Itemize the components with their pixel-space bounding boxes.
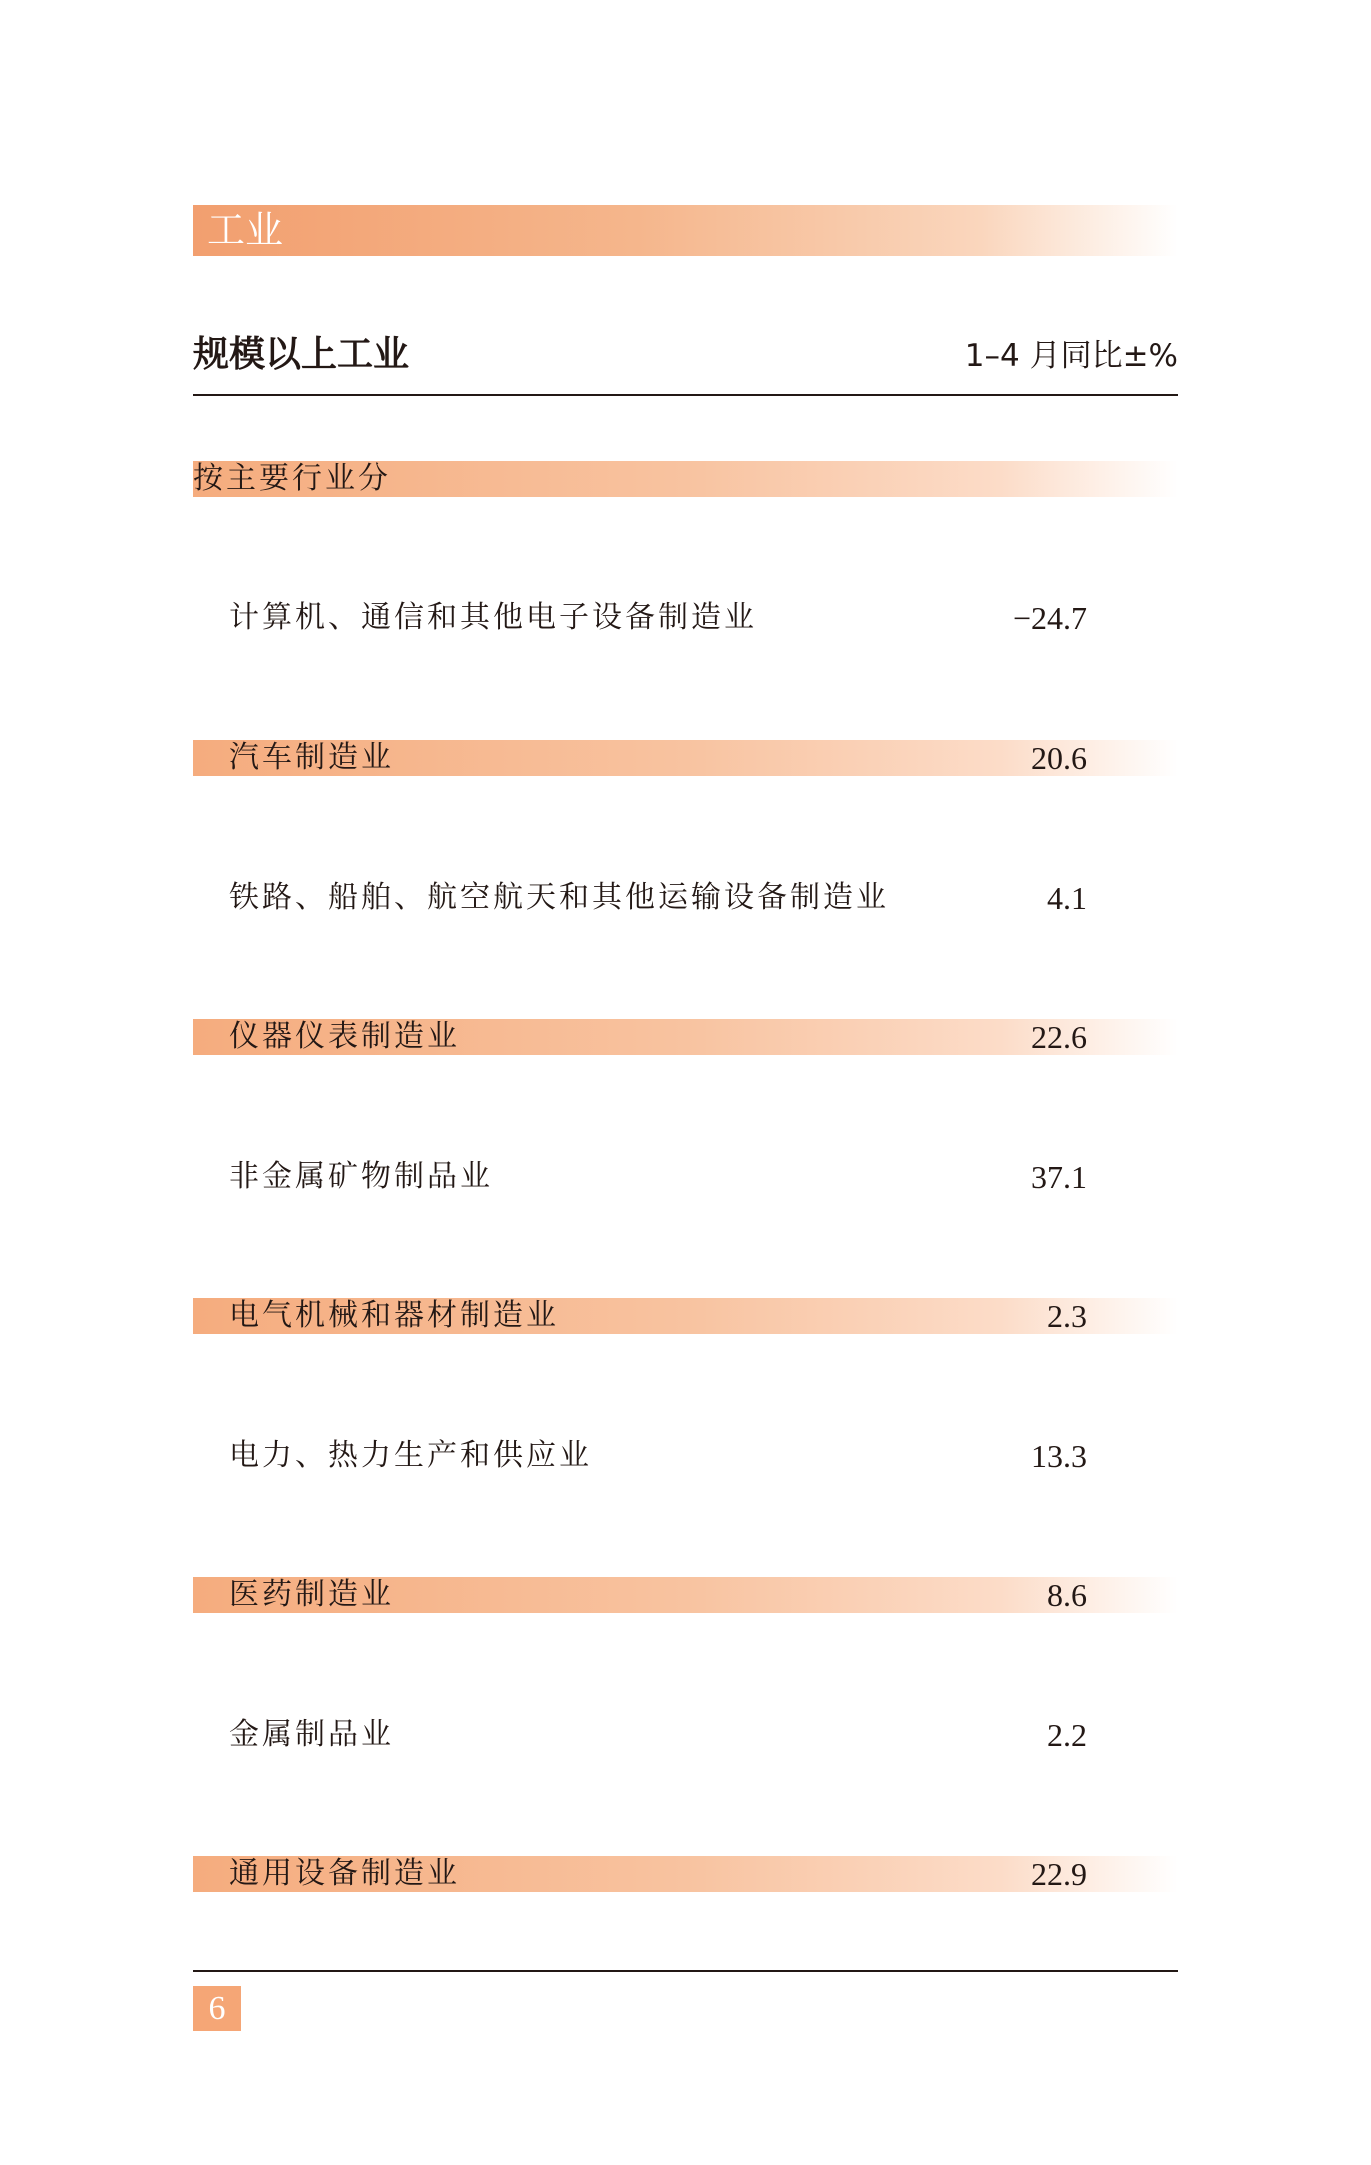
- growth-value: 37.1: [1031, 1159, 1087, 1195]
- industry-label: 仪器仪表制造业: [229, 1019, 460, 1054]
- table-row: [193, 1577, 1178, 1613]
- unit-label: 1–4 月同比±%: [964, 338, 1178, 374]
- growth-value: −24.7: [1012, 600, 1087, 636]
- group-label: 按主要行业分: [193, 461, 391, 496]
- industry-label: 汽车制造业: [229, 740, 394, 775]
- growth-value: 13.3: [1031, 1438, 1087, 1474]
- industry-label: 电气机械和器材制造业: [229, 1298, 559, 1333]
- growth-value: 2.2: [1047, 1717, 1087, 1753]
- table-row: [193, 600, 1178, 636]
- growth-value: 2.3: [1047, 1298, 1087, 1334]
- table-row: [193, 1298, 1178, 1334]
- industry-label: 电力、热力生产和供应业: [229, 1438, 592, 1473]
- page-number: 6: [208, 1990, 226, 2027]
- industry-label: 金属制品业: [229, 1717, 394, 1752]
- section-title: 工业: [207, 208, 284, 252]
- growth-value: 20.6: [1031, 740, 1087, 776]
- growth-value: 4.1: [1047, 880, 1087, 916]
- industry-label: 铁路、船舶、航空航天和其他运输设备制造业: [229, 880, 889, 915]
- industry-label: 计算机、通信和其他电子设备制造业: [229, 600, 757, 635]
- table-row: [193, 740, 1178, 776]
- industry-label: 非金属矿物制品业: [229, 1159, 493, 1194]
- page-number-badge: [193, 1986, 241, 2031]
- table-row: [193, 1159, 1178, 1195]
- growth-value: 8.6: [1047, 1577, 1087, 1613]
- table-row: [193, 880, 1178, 916]
- table-title: 规模以上工业: [193, 334, 410, 375]
- industry-label: 医药制造业: [229, 1577, 394, 1612]
- table-row: [193, 1717, 1178, 1753]
- table-row: [193, 1856, 1178, 1892]
- header-divider: [193, 394, 1178, 396]
- growth-value: 22.6: [1031, 1019, 1087, 1055]
- table-row: [193, 1438, 1178, 1474]
- table-row: [193, 1019, 1178, 1055]
- growth-value: 22.9: [1031, 1856, 1087, 1892]
- footer-divider: [193, 1970, 1178, 1972]
- industry-label: 通用设备制造业: [229, 1856, 460, 1891]
- group-header-row: [193, 461, 1178, 497]
- section-banner: [193, 205, 1178, 256]
